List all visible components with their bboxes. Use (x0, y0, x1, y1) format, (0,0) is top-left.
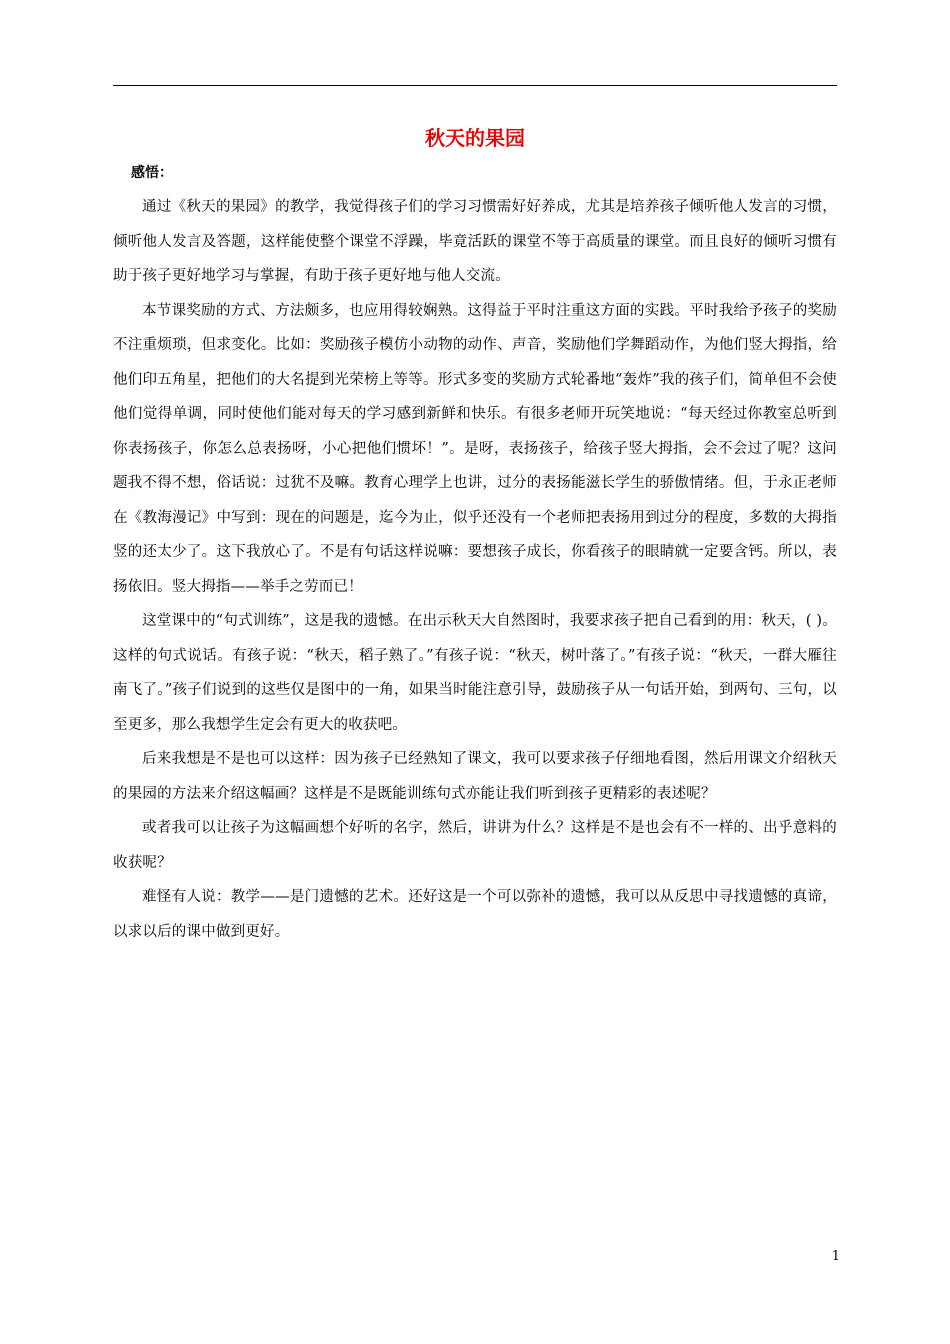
body-text (113, 190, 837, 949)
page-number: 1 (831, 1249, 840, 1264)
paragraph: 后来我想是不是也可以这样：因为孩子已经熟知了课文，我可以要求孩子仔细地看图，然后用课文介绍秋天的果园的方法来介绍这幅画？这样是不是既能训练句式亦能让我们听到孩子更精彩的表述呢？ (113, 751, 837, 802)
paragraph: 本节课奖励的方式、方法颇多，也应用得较娴熟。这得益于平时注重这方面的实践。平时我给予孩子的奖励不注重烦琐，但求变化。比如：奖励孩子模仿小动物的动作、声音，奖励他们学舞蹈动作，为他们竖大拇指，给他们印五角星，把他们的大名提到光荣榜上等等。形式多变的奖励方式轮番地“轰炸”我的孩子们，简单但不会使他们觉得单调，同时使他们能对每天的学习感到新鲜和快乐。有很多老师开玩笑地说：“每天经过你教室总听到你表扬孩子，你怎么总表扬呀，小心把他们惯坏！”。是呀，表扬孩子，给孩子竖大拇指，会不会过了呢？这问题我不得不想，俗话说：过犹不及嘛。教育心理学上也讲，过分的表扬能滋长学生的骄傲情绪。但，于永正老师在《教海漫记》中写到：现在的问题是，迄今为止，似乎还没有一个老师把表扬用到过分的程度，多数的大拇指竖的还太少了。这下我放心了。不是有句话这样说嘛：要想孩子成长，你看孩子的眼睛就一定要含钙。所以，表扬依旧。竖大拇指——举手之劳而已！ (113, 302, 837, 595)
paragraph: 或者我可以让孩子为这幅画想个好听的名字，然后，讲讲为什么？这样是不是也会有不一样的、出乎意料的收获呢？ (113, 820, 837, 871)
paragraph: 难怪有人说：教学——是门遗憾的艺术。还好这是一个可以弥补的遗憾，我可以从反思中寻找遗憾的真谛，以求以后的课中做到更好。 (113, 889, 837, 940)
page-title: 秋天的果园 (425, 126, 525, 150)
paragraph: 这堂课中的“句式训练”，这是我的遗憾。在出示秋天大自然图时，我要求孩子把自己看到的用：秋天，( )。这样的句式说话。有孩子说：“秋天，稻子熟了。”有孩子说：“秋天，树叶落了。”有孩子说：“秋天，一群大雁往南飞了。”孩子们说到的这些仅是图中的一角，如果当时能注意引导，鼓励孩子从一句话开始，到两句、三句，以至更多，那么我想学生定会有更大的收获吧。 (113, 613, 837, 733)
header-rule (113, 85, 837, 86)
section-label: 感悟： (131, 165, 173, 181)
paragraph: 通过《秋天的果园》的教学，我觉得孩子们的学习习惯需好好养成，尤其是培养孩子倾听他人发言的习惯，倾听他人发言及答题，这样能使整个课堂不浮躁，毕竟活跃的课堂不等于高质量的课堂。而且良好的倾听习惯有助于孩子更好地学习与掌握，有助于孩子更好地与他人交流。 (113, 199, 837, 284)
